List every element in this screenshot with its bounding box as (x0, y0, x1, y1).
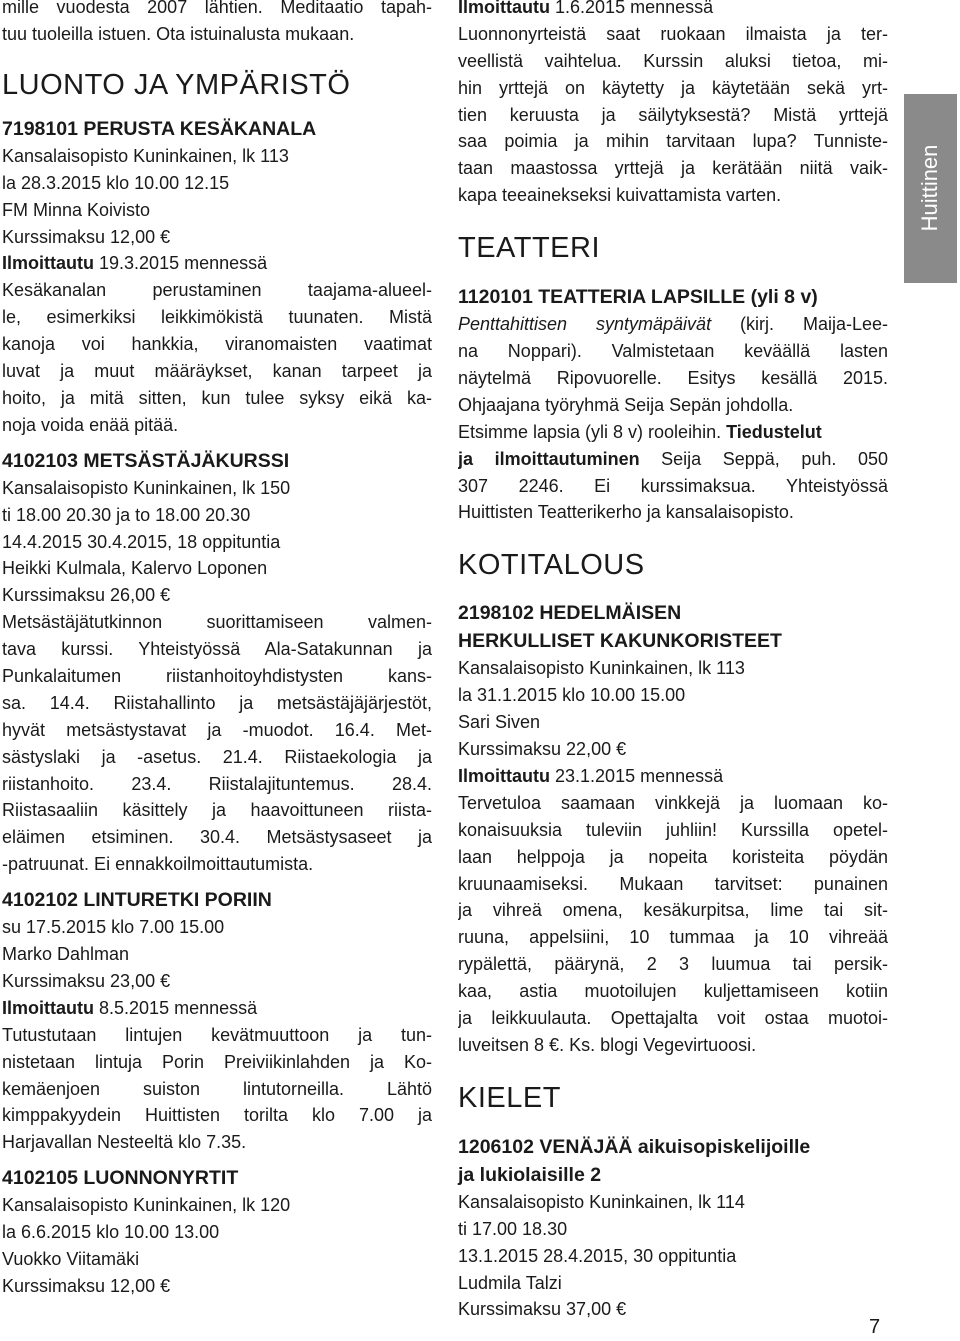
course-teacher: Ludmila Talzi (458, 1272, 562, 1293)
course-title: 1120101 TEATTERIA LAPSILLE (yli 8 v) (458, 286, 818, 309)
intro-line: tuu tuoleilla istuen. Ota istuinalusta mukaan. (2, 23, 355, 44)
fee-value: 12,00 € (110, 226, 171, 247)
course-description: eläimen etsiminen. 30.4. Metsästysaseet ja (2, 827, 432, 848)
course-teacher: FM Minna Koivisto (2, 199, 151, 220)
course-description: Tutustutaan lintujen kevätmuuttoon ja tun- (2, 1024, 432, 1045)
course-description: kruunaamiseksi. Mukaan tarvitset: punainen (458, 873, 888, 894)
course-description: luvat ja muut määräykset, kanan tarpeet ja (2, 361, 432, 381)
course-fee (458, 1296, 888, 1323)
course-registration (458, 0, 888, 21)
fee-label: Kurssimaksu (2, 226, 106, 247)
course-location: Kansalaisopisto Kuninkainen, lk 113 (2, 145, 289, 166)
course-location: Kansalaisopisto Kuninkainen, lk 120 (2, 1195, 291, 1216)
registration-value: 19.3.2015 mennessä (99, 253, 268, 274)
fee-label: Kurssimaksu (2, 585, 106, 606)
fee-label: Kurssimaksu (458, 739, 562, 760)
course-description: le, esimerkiksi leikkimökistä tuunaten. Mistä (2, 307, 432, 328)
course-location: Kansalaisopisto Kuninkainen, lk 150 (2, 477, 291, 498)
course-description: ruuna, appelsiini, 10 tummaa ja 10 vihreää (458, 927, 888, 948)
course-fee (2, 1273, 432, 1300)
course-description: konaisuuksia tuleviin juhliin! Kurssilla opetel- (458, 819, 888, 840)
course-description: kanoja voi hankkia, viranomaisten vaatimat (2, 334, 432, 355)
course-title: ja lukiolaisille 2 (458, 1163, 602, 1186)
course-description: 307 2246. Ei kurssimaksua. Yhteistyössä (458, 475, 888, 496)
course-description: kapa teeainekseksi kuivattamista varten. (458, 185, 782, 206)
fee-label: Kurssimaksu (2, 970, 106, 991)
course-description: sa. 14.4. Riistahallinto ja metsästäjäjärjestöt, (2, 692, 432, 713)
page-number: 7 (869, 1316, 881, 1338)
course-datetime: su 17.5.2015 klo 7.00 15.00 (2, 917, 225, 938)
intro-line: mille vuodesta 2007 lähtien. Meditaatio tapah- (2, 0, 432, 17)
course-title: HERKULLISET KAKUNKORISTEET (458, 630, 782, 653)
course-description: ja leikkuulauta. Opettajalta voit ostaa muotoi- (458, 1007, 888, 1028)
course-dates: 13.1.2015 28.4.2015, 30 oppituntia (458, 1245, 737, 1266)
registration-label: Ilmoittautu (2, 997, 94, 1018)
description-text: (kirj. Maija-Lee- (711, 314, 888, 335)
course-description: na Noppari). Valmistetaan keväällä lasten (458, 341, 888, 362)
course-teacher: Vuokko Viitamäki (2, 1249, 140, 1270)
course-description: laan helppoja ja nopeita koristeita pöydän (458, 846, 888, 867)
course-description: Riistasaaliin käsittely ja haavoittuneen riista- (2, 800, 432, 821)
course-description: veellistä vaihtelua. Kurssin aluksi tietoa, mi- (458, 50, 888, 71)
course-teacher: Heikki Kulmala, Kalervo Loponen (2, 558, 268, 579)
course-description: Punkalaitumen riistanhoitoyhdistysten kans- (2, 666, 432, 686)
course-fee (2, 224, 432, 251)
fee-value: 22,00 € (566, 739, 627, 760)
course-title: 2198102 HEDELMÄISEN (458, 602, 682, 625)
registration-label: ja ilmoittautuminen (458, 448, 640, 469)
course-description: kemäenjoen suiston lintutorneilla. Lähtö (2, 1078, 432, 1099)
course-description: Harjavallan Nesteeltä klo 7.35. (2, 1132, 247, 1153)
course-description: -patruunat. Ei ennakkoilmoittautumista. (2, 854, 314, 875)
registration-value: 1.6.2015 mennessä (555, 0, 714, 17)
fee-value: 12,00 € (110, 1275, 171, 1296)
course-description: Tervetuloa saamaan vinkkejä ja luomaan ko- (458, 792, 888, 813)
registration-label: Ilmoittautu (458, 765, 550, 786)
course-description: riistanhoito. 23.4. Riistalajituntemus. 28.4. (2, 773, 432, 794)
course-description: ja vihreä omena, kesäkurpitsa, lime tai sit- (458, 900, 888, 921)
enquiry-label: Tiedustelut (726, 421, 822, 442)
course-description: tien keruusta ja säilytyksestä? Mistä yrttejä (458, 104, 888, 125)
course-title: 7198101 PERUSTA KESÄKANALA (2, 117, 317, 140)
middle-column (458, 0, 888, 1323)
course-title: 1206102 VENÄJÄÄ aikuisopiskelijoille (458, 1135, 811, 1158)
course-description: Huittisten Teatterikerho ja kansalaisopisto. (458, 502, 794, 523)
course-description: taan maastossa yrttejä ja kerätään niitä vaik- (458, 158, 888, 179)
section-heading: KIELET (458, 1081, 561, 1114)
course-description (458, 446, 888, 473)
fee-value: 23,00 € (110, 970, 171, 991)
course-description: Metsästäjätutkinnon suorittamiseen valmen- (2, 612, 432, 633)
course-datetime: ti 18.00 20.30 ja to 18.00 20.30 (2, 504, 251, 525)
course-datetime: la 31.1.2015 klo 10.00 15.00 (458, 685, 686, 706)
course-datetime: ti 17.00 18.30 (458, 1218, 568, 1239)
registration-value: 23.1.2015 mennessä (555, 765, 724, 786)
course-description: luveitsen 8 €. Ks. blogi Vegevirtuoosi. (458, 1034, 757, 1055)
registration-label: Ilmoittautu (2, 253, 94, 274)
course-description: saa poimia ja mihin tarvitaan lupa? Tunniste- (458, 131, 888, 152)
course-description: Ohjaajana työryhmä Seija Sepän johdolla. (458, 394, 794, 415)
course-description: tava kurssi. Yhteistyössä Ala-Satakunnan ja (2, 639, 432, 660)
course-fee (2, 968, 432, 995)
left-column (2, 0, 432, 1300)
course-location: Kansalaisopisto Kuninkainen, lk 113 (458, 658, 745, 679)
registration-label: Ilmoittautu (458, 0, 550, 17)
course-description: hyvät metsästystavat ja -muodot. 16.4. Met- (2, 719, 432, 740)
play-title: Penttahittisen syntymäpäivät (458, 314, 712, 335)
course-description: sästyslaki ja -asetus. 21.4. Riistaekologia ja (2, 746, 432, 767)
section-heading: TEATTERI (458, 232, 601, 265)
fee-label: Kurssimaksu (458, 1299, 562, 1320)
course-title: 4102102 LINTURETKI PORIIN (2, 889, 272, 912)
course-description: kaa, astia muotoilujen kuljettamiseen kotiin (458, 981, 888, 1002)
course-registration (2, 995, 432, 1022)
fee-label: Kurssimaksu (2, 1275, 106, 1296)
fee-value: 37,00 € (566, 1299, 627, 1320)
course-description: noja voida enää pitää. (2, 414, 179, 435)
side-tab-label: Huittinen (917, 144, 942, 232)
course-dates: 14.4.2015 30.4.2015, 18 oppituntia (2, 531, 281, 552)
registration-value: 8.5.2015 mennessä (99, 997, 258, 1018)
course-description: nistetaan lintuja Porin Preiviikinlahden ja Ko- (2, 1051, 432, 1072)
course-location: Kansalaisopisto Kuninkainen, lk 114 (458, 1191, 745, 1212)
course-registration (2, 250, 432, 277)
course-description: hin yrttejä on käytetty ja käytetään sekä yrt- (458, 77, 888, 98)
course-datetime: la 28.3.2015 klo 10.00 12.15 (2, 172, 230, 193)
course-description: Luonnonyrteistä saat ruokaan ilmaista ja ter- (458, 23, 888, 44)
course-description: hoito, ja mitä sitten, kun tulee syksy eikä ka- (2, 387, 432, 408)
course-teacher: Sari Siven (458, 712, 541, 733)
course-registration (458, 763, 888, 790)
course-description: kimppakyydein Huittisten torilta klo 7.00 ja (2, 1105, 432, 1126)
course-fee (458, 736, 888, 763)
section-heading: LUONTO JA YMPÄRISTÖ (2, 68, 351, 101)
course-description: Kesäkanalan perustaminen taajama-alueel- (2, 280, 432, 301)
course-datetime: la 6.6.2015 klo 10.00 13.00 (2, 1222, 220, 1243)
course-description: rypälettä, päärynä, 2 3 luumua tai persik- (458, 954, 888, 975)
side-tab (904, 94, 957, 283)
course-description (458, 311, 888, 338)
fee-value: 26,00 € (110, 585, 171, 606)
course-title: 4102103 METSÄSTÄJÄKURSSI (2, 449, 290, 472)
description-text: Etsimme lapsia (yli 8 v) rooleihin. (458, 421, 727, 442)
section-heading: KOTITALOUS (458, 549, 645, 582)
course-fee (2, 582, 432, 609)
course-title: 4102105 LUONNONYRTIT (2, 1167, 239, 1190)
course-description: näytelmä Ripovuorelle. Esitys kesällä 2015. (458, 367, 888, 388)
course-description (458, 419, 888, 446)
contact-info: Seija Seppä, puh. 050 (639, 448, 888, 469)
course-teacher: Marko Dahlman (2, 944, 130, 965)
